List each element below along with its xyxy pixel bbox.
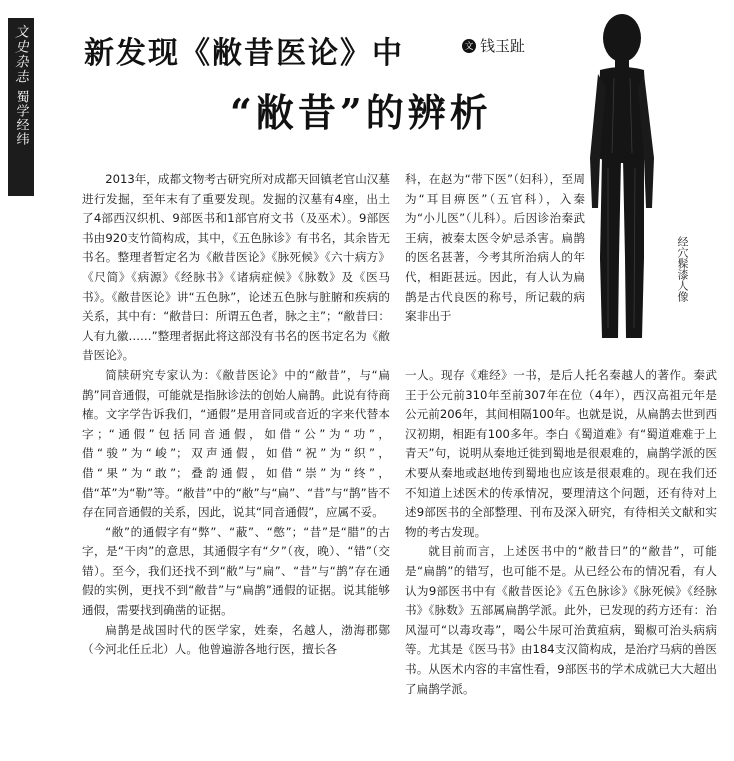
paragraph: 扁鹊是战国时代的医学家，姓秦，名越人，渤海郡鄚（今河北任丘北）人。他曾遍游各地行医，擅长各: [82, 622, 390, 657]
author-name: 钱玉趾: [480, 37, 526, 55]
article-column-left: [82, 170, 390, 660]
section-label: 蜀学经纬: [13, 90, 29, 146]
paragraph: 一人。现存《难经》一书，是后人托名秦越人的著作。秦武王于公元前310年至前307年在位（4年），西汉高祖元年是公元前206年，其间相隔100年。也就是说，从扁鹊去世到西汉初期，相距有100多年。李白《蜀道难》有“蜀道难难于上青天”句，说明从秦地迁徙到蜀地是很艰难的，扁鹊学派的医术要从秦地或赵地传到蜀地也应该是很艰难的。现在我们还不知道上述医术的传承情况，要理清这个问题，还有待对上述9部医书的全部整理、刊布及深入研究，有待相关文献和实物的考古发现。: [405, 368, 717, 539]
article-column-right-top: [405, 170, 585, 327]
acupoint-figure-photo: [588, 8, 716, 344]
article-title-line2: “敝昔”的辨析: [230, 90, 492, 135]
figure-caption: 经穴髹漆人像: [676, 236, 689, 302]
article-title-line1: 新发现《敝昔医论》中: [84, 36, 404, 71]
paragraph: 简牍研究专家认为：《敝昔医论》中的“敝昔”，与“扁鹊”同音通假，可能就是指脉诊法的创始人扁鹊。此说有待商榷。文字学告诉我们，“通假”是用音同或音近的字来代替本字；“通假”包括同音通假，如借“公”为“功”，借“骏”为“峻”；双声通假，如借“祝”为“织”，借“果”为“敢”；叠韵通假，如借“崇”为“终”，借“革”为“勒”等。“敝昔”中的“敝”与“扁”、“昔”与“鹊”皆不存在同音通假的关系，因此，说其“同音通假”，应属不妥。: [82, 367, 390, 520]
lacquer-figure-image: [588, 8, 716, 344]
author-byline: [462, 35, 525, 56]
paragraph: “敝”的通假字有“弊”、“蔽”、“憋”；“昔”是“腊”的古字，是“干肉”的意思，其通假字有“夕”（夜，晚）、“错”（交错）。至今，我们还找不到“敝”与“扁”、“昔”与“鹊”存在通假的实例，更找不到“敝昔”与“扁鹊”通假的证据。说其能够通假，需要找到确凿的证据。: [82, 524, 390, 618]
paragraph: 2013年，成都文物考古研究所对成都天回镇老官山汉墓进行发掘，至年末有了重要发现。发掘的汉墓有4座，出土了4部西汉织机、9部医书和1部官府文书（及巫术）。9部医书由920支竹简构成，其中，《五色脉诊》有书名，其余皆无书名。整理者暂定名为《敝昔医论》《脉死候》《六十病方》《尺简》《病源》《经脉书》《诸病症候》《脉数》及《医马书》。《敝昔医论》讲“五色脉”，论述五色脉与脏腑和疾病的关系，其中有：“敝昔曰：所谓五色者，脉之主”；“敝昔曰：人有九徽……”整理者据此将这部没有书名的医书定名为《敝昔医论》。: [82, 172, 390, 363]
magazine-brand: 文史杂志: [13, 24, 29, 84]
paragraph: 科，在赵为“带下医”（妇科），至周为“耳目痹医”（五官科），入秦为“小儿医”（儿科）。后因诊治秦武王病，被秦太医令妒忌杀害。扁鹊的医名甚著，今考其所治病人的年代，相距甚远。因此，有人认为扁鹊是古代良医的称号，所记载的病案非出于: [405, 172, 585, 324]
author-mark-icon: 文: [462, 39, 476, 53]
paragraph: 就目前而言，上述医书中的“敝昔曰”的“敝昔”，可能是“扁鹊”的错写，也可能不是。从已经公布的情况看，有人认为9部医书中有《敝昔医论》《五色脉诊》《脉死候》《经脉书》《脉数》五部属扁鹊学派。此外，已发现的药方还有：治风湿可“以毒攻毒”，喝公牛尿可治黄疸病，蜀椒可治头病病等。尤其是《医马书》由184支汉简构成，是治疗马病的兽医书。从医术内容的丰富性看，9部医书的学术成就已大大超出了扁鹊学派。: [405, 544, 717, 696]
section-tab: [8, 18, 34, 196]
article-column-right-bottom: [405, 366, 717, 699]
